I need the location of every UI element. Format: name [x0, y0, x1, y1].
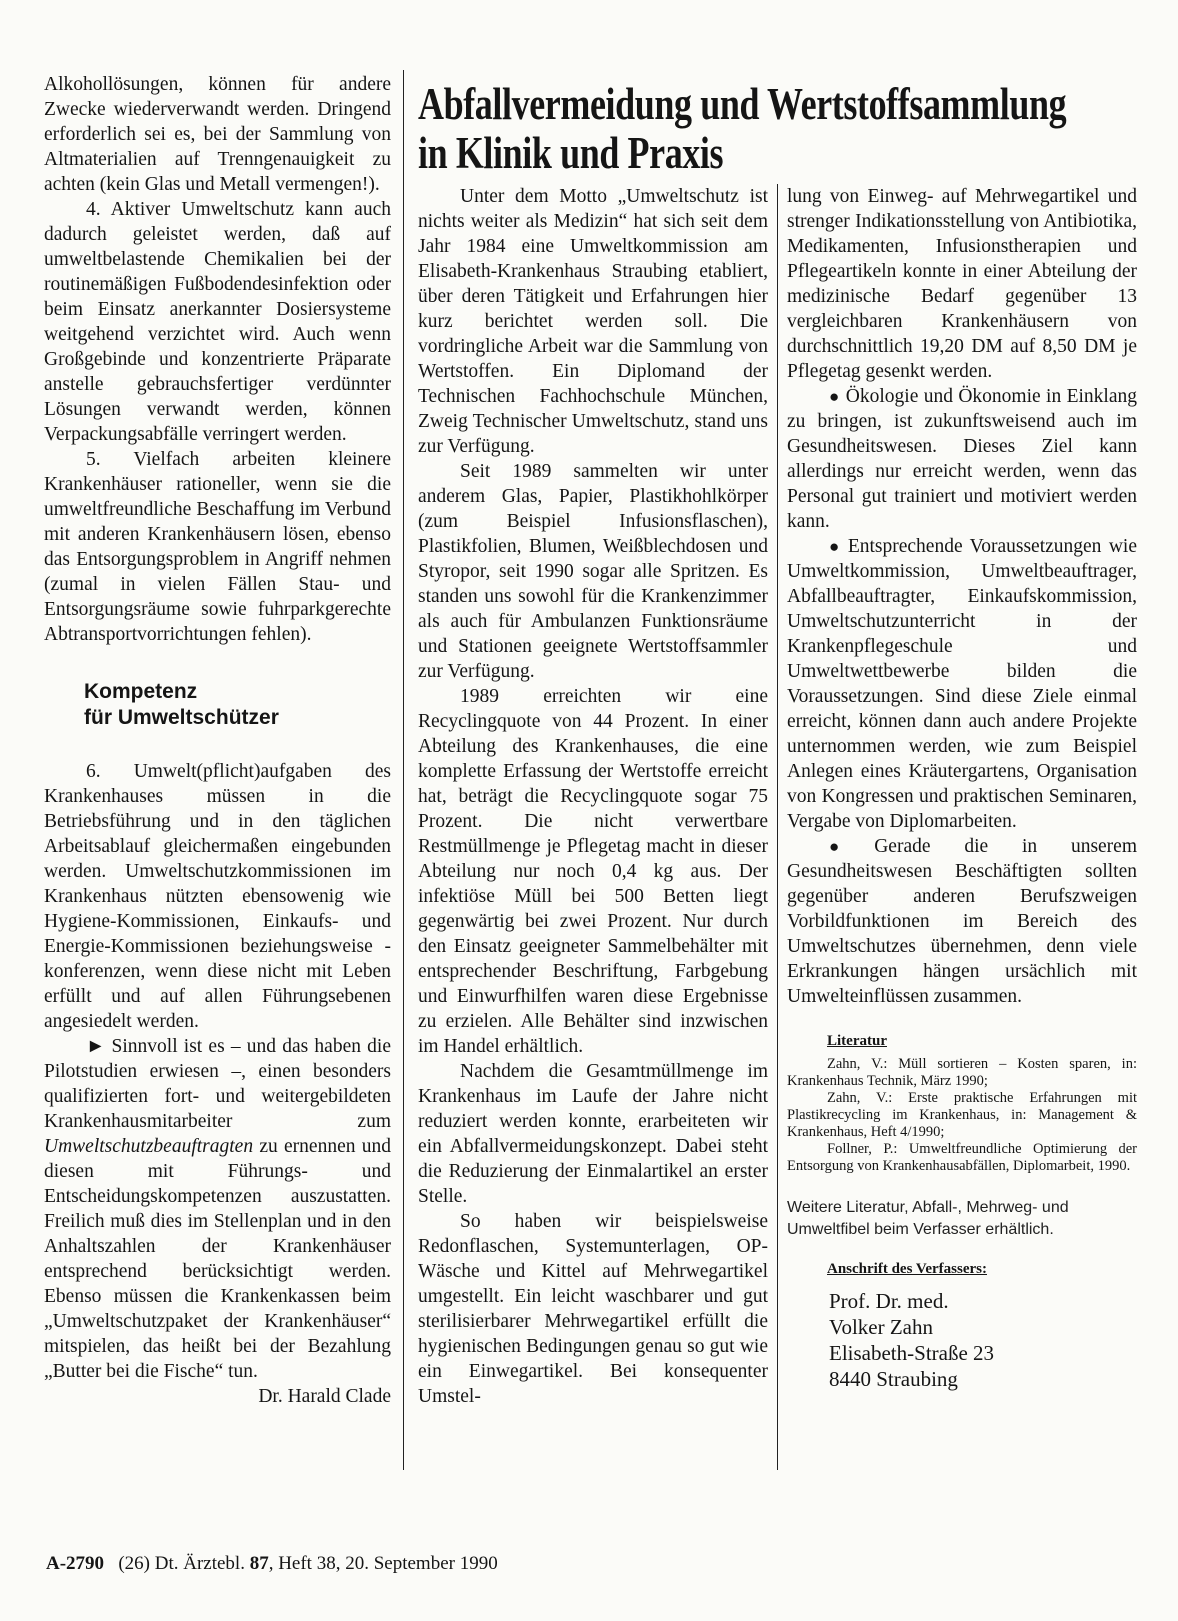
- author-name: Dr. Harald Clade: [258, 1386, 391, 1407]
- arrow-icon: ►: [86, 1036, 106, 1057]
- paragraph: 6. Umwelt(pflicht)aufgaben des Krankenhauses müssen in die Betriebsführung und in den täglichen Arbeitsablauf gleichermaßen eingebunden werden. Umweltschutzkommissionen im Krankenhaus nützten ebensowenig wie Hygiene-Kommissionen, Einkaufs- und Energie-Kommissionen beziehungsweise -konferenzen, wenn diese nicht mit Leben erfüllt und auf allen Führungsebenen angesiedelt werden.: [44, 761, 391, 1032]
- section-heading: [44, 679, 391, 731]
- paragraph: Alkohollösungen, können für andere Zwecke wiederverwandt werden. Dringend erforderlich sei es, bei der Sammlung von Altmaterialien auf Trenngenauigkeit zu achten (kein Glas und Metall vermengen!).: [44, 74, 391, 195]
- address-line: 8440 Straubing: [829, 1367, 958, 1391]
- column-right: [787, 184, 1137, 1392]
- author-address: [787, 1288, 1137, 1392]
- paragraph: Nachdem die Gesamtmüllmenge im Krankenhaus im Laufe der Jahre nicht reduziert werden konnte, erarbeiteten wir ein Abfallvermeidungskonzept. Dabei steht die Reduzierung der Einmalartikel an erster Stelle.: [418, 1061, 768, 1207]
- bullet-paragraph: [787, 384, 1137, 534]
- literature-heading: Literatur: [827, 1033, 887, 1049]
- paragraph: 1989 erreichten wir eine Recyclingquote von 44 Prozent. In einer Abteilung des Krankenhauses, die eine komplette Erfassung der Wertstoffe erreicht hat, beträgt die Recyclingquote sogar 75 Prozent. Die nicht verwertbare Restmüllmenge je Pflegetag macht in dieser Abteilung nur noch 0,4 kg aus. Der infektiöse Müll bei 500 Betten liegt gegenwärtig bei zwei Prozent. Nur durch den Einsatz geeigneter Sammelbehälter mit entsprechender Beschriftung, Farbgebung und Einwurfhilfen waren diese Ergebnisse zu erzielen. Alle Behälter sind inzwischen im Handel erhältlich.: [418, 686, 768, 1057]
- literature-item: Follner, P.: Umweltfreundliche Optimierung der Entsorgung von Krankenhausabfällen, Diplomarbeit, 1990.: [787, 1141, 1137, 1174]
- citation-text: (26) Dt. Ärztebl.: [118, 1553, 245, 1574]
- section-heading-line: für Umweltschützer: [84, 706, 279, 729]
- literature-list: [787, 1056, 1137, 1175]
- bullet-icon: ●: [829, 387, 840, 406]
- literature-item: Zahn, V.: Müll sortieren – Kosten sparen, in: Krankenhaus Technik, März 1990;: [787, 1056, 1137, 1089]
- paragraph-text: zu ernennen und diesen mit Führungs- und Entscheidungskompetenzen auszustatten. Freilich muß dies im Stellenplan und in den Anhaltszahlen der Krankenhäuser entsprechend berücksichtigt werden. Ebenso müssen die Krankenkassen beim „Umweltschutzpaket der Krankenhäuser“ mitspielen, das heißt bei der Bezahlung „Butter bei die Fische“ tun.: [44, 1136, 391, 1382]
- page-number: A-2790: [46, 1553, 105, 1574]
- paragraph-text: Gerade die in unserem Gesundheitswesen Beschäftigten sollten gegenüber anderen Berufszweigen Vorbildfunktionen im Bereich des Umweltschutzes übernehmen, denn viele Erkrankungen hängen ursächlich mit Umwelteinflüssen zusammen.: [787, 836, 1137, 1007]
- bullet-icon: ●: [829, 537, 842, 556]
- address-line: Elisabeth-Straße 23: [829, 1341, 995, 1365]
- paragraph-text: Entsprechende Voraussetzungen wie Umweltkommission, Umweltbeauftrager, Abfallbeauftragter, Einkaufskommission, Umweltschutzunterricht in der Krankenpflegeschule und Umweltwettbewerbe bilden die Voraussetzungen. Sind diese Ziele einmal erreicht, können dann auch andere Projekte unternommen werden, wie zum Beispiel Anlegen eines Kräutergartens, Organisation von Kongressen und praktischen Seminaren, Vergabe von Diplomarbeiten.: [787, 536, 1137, 832]
- paragraph: [44, 1034, 391, 1407]
- column-divider: [777, 184, 778, 1470]
- paragraph-text: Ökologie und Ökonomie in Einklang zu bringen, ist zukunftsweisend auch im Gesundheitswesen. Dieses Ziel kann allerdings nur erreicht werden, wenn das Personal gut trainiert und motiviert werden kann.: [787, 386, 1137, 532]
- section-heading-line: Kompetenz: [84, 680, 198, 703]
- citation-text: , Heft 38, 20. September 1990: [268, 1553, 498, 1574]
- column-middle: [418, 184, 768, 1409]
- paragraph-text: Sinnvoll ist es – und das haben die Pilotstudien erwiesen –, einen besonders qualifizierten fort- und weitergebildeten Krankenhausmitarbeiter zum: [44, 1036, 391, 1132]
- address-line: Volker Zahn: [829, 1315, 934, 1339]
- page-footer: [46, 1553, 498, 1575]
- paragraph: So haben wir beispielsweise Redonflaschen, Systemunterlagen, OP-Wäsche und Kittel auf Mehrwegartikel umgestellt. Ein leicht waschbarer und gut sterilisierbarer Mehrwegartikel erfüllt die hygienischen Bedingungen genau so gut wie ein Einwegartikel. Bei konsequenter Umstel-: [418, 1211, 768, 1407]
- headline-line: in Klinik und Praxis: [418, 128, 724, 178]
- address-heading: Anschrift des Verfassers:: [827, 1261, 987, 1277]
- more-literature-note: Weitere Literatur, Abfall-, Mehrweg- und Umweltfibel beim Verfasser erhältlich.: [787, 1199, 1069, 1238]
- paragraph: Seit 1989 sammelten wir unter anderem Glas, Papier, Plastikhohlkörper (zum Beispiel Infusionsflaschen), Plastikfolien, Blumen, Weißblechdosen und Styropor, seit 1990 sogar alle Spritzen. Es standen uns sowohl für die Krankenzimmer als auch für Ambulanzen Funktionsräume und Stationen geeignete Wertstoffsammler zur Verfügung.: [418, 461, 768, 682]
- paragraph: 5. Vielfach arbeiten kleinere Krankenhäuser rationeller, wenn sie die umweltfreundliche Beschaffung im Verbund mit anderen Krankenhäusern lösen, ebenso das Entsorgungsproblem in Angriff nehmen (zumal in vielen Fällen Stau- und Entsorgungsräume sowie fuhrparkgerechte Abtransportvorrichtungen fehlen).: [44, 449, 391, 645]
- bullet-paragraph: [787, 834, 1137, 1009]
- bullet-icon: ●: [829, 837, 869, 856]
- emphasis-text: Umweltschutzbeauftragten: [44, 1136, 254, 1157]
- headline-line: Abfallvermeidung und Wertstoffsammlung: [418, 79, 1067, 129]
- article-headline: [418, 79, 1067, 178]
- address-line: Prof. Dr. med.: [829, 1289, 949, 1313]
- paragraph: Unter dem Motto „Umweltschutz ist nichts weiter als Medizin“ hat sich seit dem Jahr 1984 eine Umweltkommission am Elisabeth-Krankenhaus Straubing etabliert, über deren Tätigkeit und Erfahrungen hier kurz berichtet werden soll. Die vordringliche Arbeit war die Sammlung von Wertstoffen. Ein Diplomand der Technischen Fachhochschule München, Zweig Technischer Umweltschutz, stand uns zur Verfügung.: [418, 186, 768, 457]
- paragraph: lung von Einweg- auf Mehrwegartikel und strenger Indikationsstellung von Antibiotika, Medikamenten, Infusionstherapien und Pflegeartikeln konnte in einer Abteilung der medizinische Bedarf gegenüber 13 vergleichbaren Krankenhäusern von durchschnittlich 19,20 DM auf 8,50 DM je Pflegetag gesenkt werden.: [787, 186, 1137, 382]
- column-left: [44, 72, 391, 1409]
- volume-number: 87: [249, 1553, 269, 1574]
- literature-item: Zahn, V.: Erste praktische Erfahrungen mit Plastikrecycling im Krankenhaus, in: Management & Krankenhaus, Heft 4/1990;: [787, 1090, 1137, 1140]
- bullet-paragraph: [787, 534, 1137, 834]
- paragraph: 4. Aktiver Umweltschutz kann auch dadurch geleistet werden, daß auf umweltbelastende Chemikalien bei der routinemäßigen Fußbodendesinfektion oder beim Einsatz anerkannter Dosiersysteme weitgehend verzichtet wird. Auch wenn Großgebinde und konzentrierte Präparate anstelle gebrauchsfertiger verdünnter Lösungen verwandt werden, können Verpackungsabfälle verringert werden.: [44, 199, 391, 445]
- column-divider: [403, 70, 404, 1470]
